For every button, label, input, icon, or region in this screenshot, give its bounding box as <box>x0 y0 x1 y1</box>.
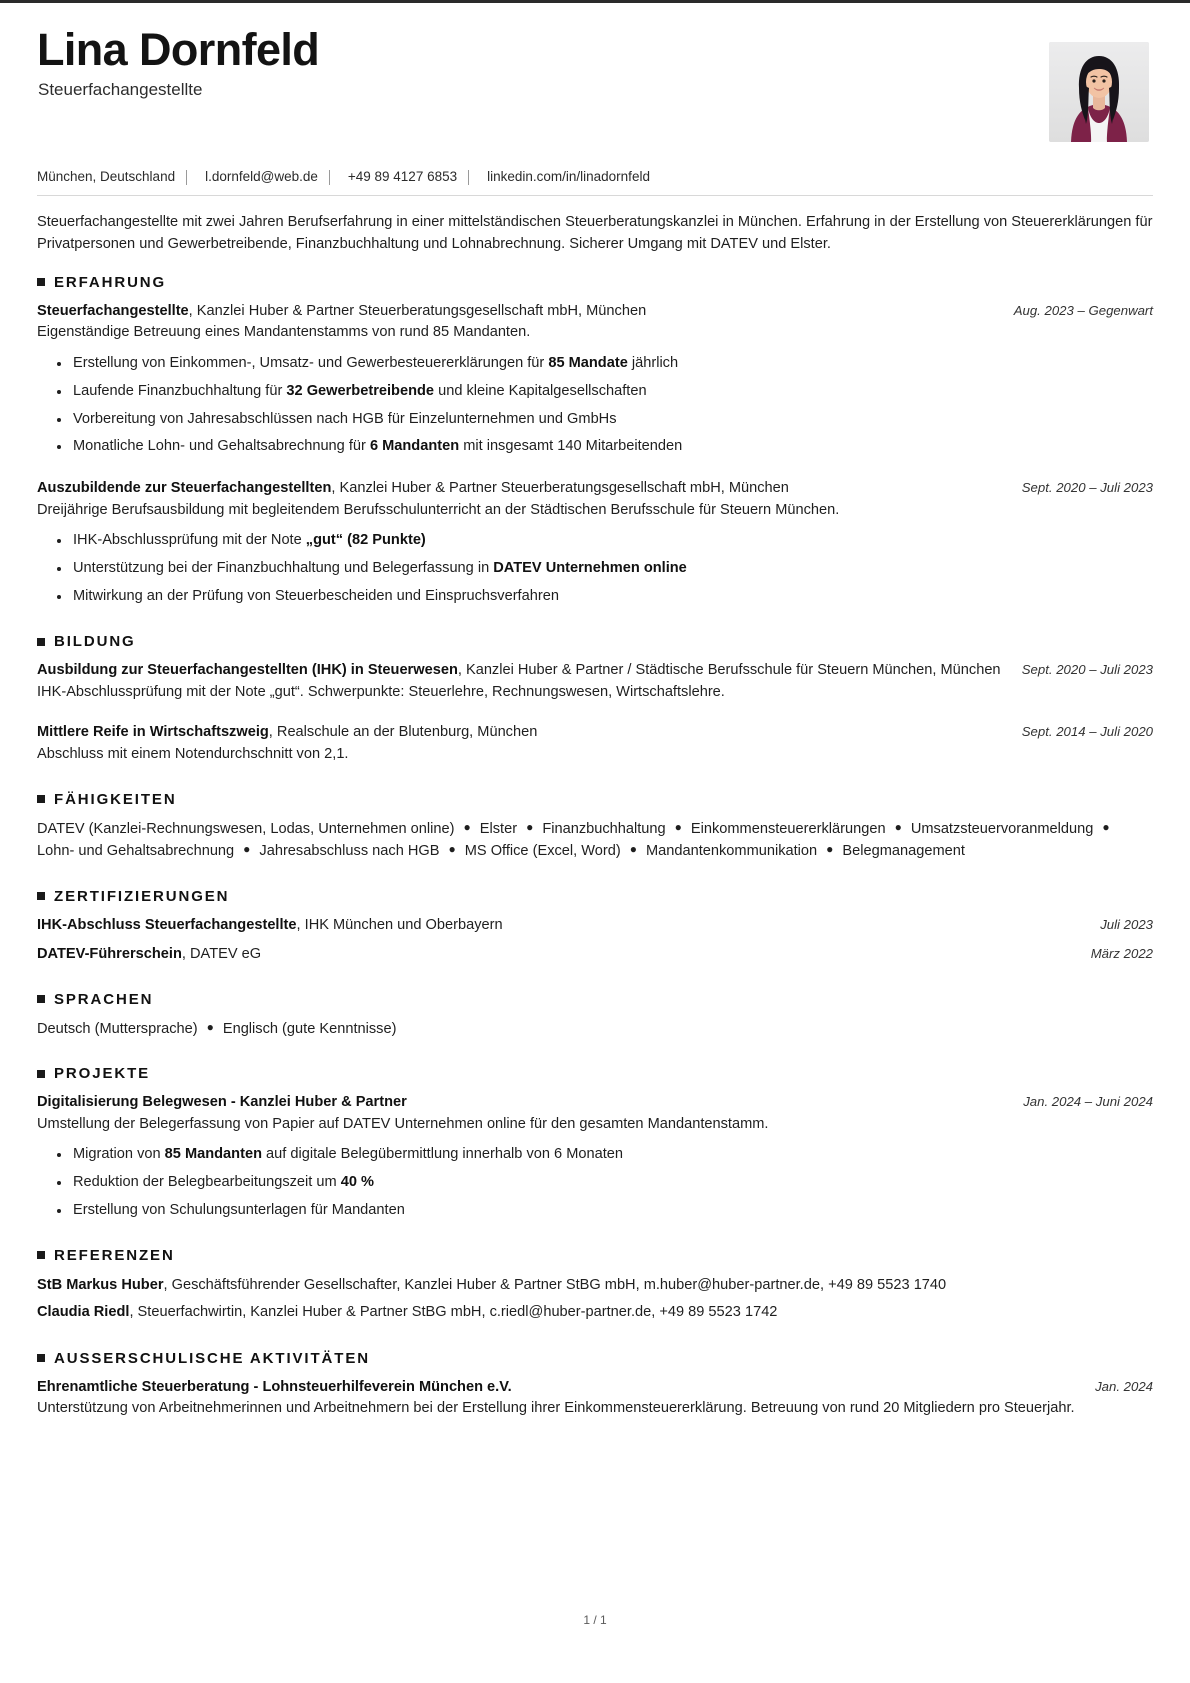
bullet-separator-icon: ● <box>243 842 251 857</box>
list-item <box>73 586 1153 608</box>
bullet-separator-icon: ● <box>526 819 534 834</box>
education-headline <box>37 660 1004 682</box>
section-references <box>37 1248 1153 1325</box>
contact-divider <box>186 170 187 185</box>
bullet-text-strong: 32 Gewerbetreibende <box>286 382 435 399</box>
square-bullet-icon <box>37 1070 45 1078</box>
certification-date: März 2022 <box>1090 945 1153 961</box>
bullet-text-pre: Migration von <box>73 1146 165 1163</box>
bullet-text-strong: DATEV Unternehmen online <box>493 560 687 577</box>
bullet-text-post: auf digitale Belegübermittlung innerhalb von 6 Monaten <box>261 1146 624 1163</box>
skill-item: Finanzbuchhaltung <box>542 820 666 837</box>
bullet-text-pre: Laufende Finanzbuchhaltung für <box>73 382 287 399</box>
skill-item: Jahresabschluss nach HGB <box>259 843 440 860</box>
section-projects <box>37 1066 1153 1222</box>
activity-date: Jan. 2024 <box>1095 1378 1153 1394</box>
list-item <box>73 530 1153 552</box>
bullet-text-strong: 40 % <box>340 1174 374 1191</box>
bullet-text-post: mit insgesamt 140 Mitarbeitenden <box>459 438 683 455</box>
education-degree: Ausbildung zur Steuerfachangestellten (IHK) in Steuerwesen <box>37 662 458 679</box>
section-header-skills <box>37 792 1153 807</box>
certification-name: DATEV-Führerschein <box>37 945 182 962</box>
experience-bullet-list <box>37 353 1153 459</box>
skill-item: Einkommensteuererklärungen <box>690 820 886 837</box>
experience-role: Steuerfachangestellte <box>37 302 189 319</box>
reference-details: , Geschäftsführender Gesellschafter, Kanzlei Huber & Partner StBG mbH, m.huber@huber-partner.de, +49 89 5523 1740 <box>163 1276 947 1293</box>
bullet-text-pre: Erstellung von Einkommen-, Umsatz- und Gewerbesteuererklärungen für <box>73 354 549 371</box>
experience-company: , Kanzlei Huber & Partner Steuerberatungsgesellschaft mbH, München <box>188 302 647 319</box>
section-title: ERFAHRUNG <box>54 273 167 291</box>
resume-header <box>37 26 1153 142</box>
education-date: Sept. 2014 – Juli 2020 <box>1021 724 1153 740</box>
section-title: AUSSERSCHULISCHE AKTIVITÄTEN <box>54 1349 370 1367</box>
experience-bullet-list <box>37 530 1153 608</box>
education-description: Abschluss mit einem Notendurchschnitt von 2,1. <box>37 745 349 762</box>
contact-location: München, Deutschland <box>37 169 176 184</box>
education-institution: , Kanzlei Huber & Partner / Städtische Berufsschule für Steuern München, München <box>457 662 1001 679</box>
bullet-text-pre: Unterstützung bei der Finanzbuchhaltung und Belegerfassung in <box>73 560 494 577</box>
certification-entry <box>37 944 1153 966</box>
education-degree: Mittlere Reife in Wirtschaftszweig <box>37 724 269 741</box>
bullet-text-pre: Mitwirkung an der Prüfung von Steuerbescheiden und Einspruchsverfahren <box>73 588 559 605</box>
section-title: PROJEKTE <box>54 1065 151 1083</box>
contact-linkedin[interactable]: linkedin.com/in/linadornfeld <box>487 169 650 184</box>
bullet-text-pre: IHK-Abschlussprüfung mit der Note <box>73 532 306 549</box>
section-header-projects <box>37 1066 1153 1081</box>
experience-company: , Kanzlei Huber & Partner Steuerberatungsgesellschaft mbH, München <box>331 480 789 497</box>
certification-issuer: , DATEV eG <box>181 945 262 962</box>
section-title: BILDUNG <box>54 633 136 651</box>
bullet-text-post: jährlich <box>627 354 679 371</box>
education-date: Sept. 2020 – Juli 2023 <box>1021 662 1153 678</box>
skills-list <box>37 818 1153 863</box>
professional-headline: Steuerfachangestellte <box>38 79 203 99</box>
reference-entry <box>37 1301 1153 1324</box>
experience-date: Aug. 2023 – Gegenwart <box>1013 302 1153 318</box>
bullet-text-pre: Erstellung von Schulungsunterlagen für Mandanten <box>73 1202 405 1219</box>
section-education <box>37 634 1153 765</box>
section-title: FÄHIGKEITEN <box>54 790 177 808</box>
bullet-separator-icon: ● <box>629 842 637 857</box>
contact-divider <box>468 170 469 185</box>
list-item <box>73 558 1153 580</box>
project-description: Umstellung der Belegerfassung von Papier auf DATEV Unternehmen online für den gesamten Mandantenstamm. <box>37 1115 769 1132</box>
section-experience <box>37 275 1153 609</box>
list-item <box>73 1200 1153 1222</box>
languages-list <box>37 1018 1153 1041</box>
skill-item: Elster <box>479 820 518 837</box>
page-top-rule <box>0 0 1190 10</box>
skill-item: Lohn- und Gehaltsabrechnung <box>37 843 235 860</box>
bullet-text-strong: „gut“ (82 Punkte) <box>305 532 426 549</box>
education-description: IHK-Abschlussprüfung mit der Note „gut“. Schwerpunkte: Steuerlehre, Rechnungswesen, Wirtschaftslehre. <box>37 683 725 700</box>
bullet-text-strong: 85 Mandate <box>548 354 628 371</box>
section-header-certifications <box>37 889 1153 904</box>
project-bullet-list <box>37 1144 1153 1222</box>
experience-date: Sept. 2020 – Juli 2023 <box>1021 480 1153 496</box>
contact-phone[interactable]: +49 89 4127 6853 <box>347 169 458 184</box>
activity-description: Unterstützung von Arbeitnehmerinnen und Arbeitnehmern bei der Erstellung ihrer Einkommensteuererklärung. Betreuung von rund 20 Mitgliedern pro Steuerjahr. <box>37 1400 1075 1417</box>
experience-description: Eigenständige Betreuung eines Mandantenstamms von rund 85 Mandanten. <box>37 324 531 341</box>
section-header-experience <box>37 275 1153 290</box>
project-date: Jan. 2024 – Juni 2024 <box>1023 1094 1153 1110</box>
certification-entry <box>37 915 1153 937</box>
section-title: REFERENZEN <box>54 1246 175 1264</box>
skill-item: DATEV (Kanzlei-Rechnungswesen, Lodas, Unternehmen online) <box>37 820 455 837</box>
section-skills <box>37 792 1153 863</box>
skill-item: Belegmanagement <box>842 843 965 860</box>
skill-item: Umsatzsteuervoranmeldung <box>910 820 1094 837</box>
reference-details: , Steuerfachwirtin, Kanzlei Huber & Partner StBG mbH, c.riedl@huber-partner.de, +49 89 5523 1742 <box>129 1304 778 1321</box>
project-name: Digitalisierung Belegwesen - Kanzlei Huber & Partner <box>37 1094 407 1111</box>
project-entry <box>37 1092 1153 1222</box>
profile-photo-icon <box>1049 42 1149 142</box>
section-languages <box>37 992 1153 1041</box>
experience-entry <box>37 478 1153 608</box>
bullet-separator-icon: ● <box>448 842 456 857</box>
skill-item: Mandantenkommunikation <box>645 843 818 860</box>
section-certifications <box>37 889 1153 966</box>
experience-description: Dreijährige Berufsausbildung mit begleitendem Berufsschulunterricht an der Städtischen Berufsschule für Steuern München. <box>37 501 840 518</box>
certification-name: IHK-Abschluss Steuerfachangestellte <box>37 916 297 933</box>
certification-issuer: , IHK München und Oberbayern <box>296 916 503 933</box>
list-item <box>73 409 1153 431</box>
bullet-separator-icon: ● <box>206 1019 214 1034</box>
avatar <box>1049 42 1149 142</box>
page-footer <box>0 1613 1190 1627</box>
page-title: Lina Dornfeld <box>37 24 320 75</box>
contact-email[interactable]: l.dornfeld@web.de <box>205 169 318 184</box>
page-number: 1 / 1 <box>583 1613 607 1627</box>
section-activities <box>37 1351 1153 1420</box>
bullet-separator-icon: ● <box>463 819 471 834</box>
bullet-text-strong: 85 Mandanten <box>164 1146 262 1163</box>
square-bullet-icon <box>37 278 45 286</box>
bullet-text-pre: Monatliche Lohn- und Gehaltsabrechnung für <box>73 438 370 455</box>
contact-divider <box>329 170 330 185</box>
reference-entry <box>37 1274 1153 1297</box>
list-item <box>73 1144 1153 1166</box>
education-institution: , Realschule an der Blutenburg, München <box>268 724 538 741</box>
education-entry <box>37 722 1153 765</box>
list-item <box>73 1172 1153 1194</box>
list-item <box>73 353 1153 375</box>
section-header-references <box>37 1248 1153 1263</box>
list-item <box>73 381 1153 403</box>
reference-name: Claudia Riedl <box>37 1304 130 1321</box>
bullet-text-pre: Reduktion der Belegbearbeitungszeit um <box>73 1174 341 1191</box>
experience-role: Auszubildende zur Steuerfachangestellten <box>37 480 332 497</box>
experience-headline <box>37 478 1004 500</box>
education-entry <box>37 660 1153 703</box>
language-item: Deutsch (Muttersprache) <box>37 1020 198 1037</box>
contact-bar <box>37 169 1153 196</box>
square-bullet-icon <box>37 1354 45 1362</box>
certification-headline <box>37 915 503 937</box>
bullet-text-strong: 6 Mandanten <box>369 438 460 455</box>
square-bullet-icon <box>37 892 45 900</box>
header-text-block <box>37 26 1049 101</box>
skill-item: MS Office (Excel, Word) <box>464 843 621 860</box>
bullet-separator-icon: ● <box>1102 819 1110 834</box>
bullet-separator-icon: ● <box>674 819 682 834</box>
list-item <box>73 436 1153 458</box>
square-bullet-icon <box>37 1251 45 1259</box>
experience-headline <box>37 301 996 323</box>
experience-entry <box>37 301 1153 459</box>
project-headline <box>37 1092 1005 1114</box>
language-item: Englisch (gute Kenntnisse) <box>222 1020 397 1037</box>
section-header-activities <box>37 1351 1153 1366</box>
section-header-education <box>37 634 1153 649</box>
certification-date: Juli 2023 <box>1100 916 1153 932</box>
activity-name: Ehrenamtliche Steuerberatung - Lohnsteuerhilfeverein München e.V. <box>37 1378 512 1395</box>
section-title: SPRACHEN <box>54 990 154 1008</box>
activity-headline <box>37 1377 1077 1399</box>
section-header-languages <box>37 992 1153 1007</box>
bullet-text-pre: Vorbereitung von Jahresabschlüssen nach HGB für Einzelunternehmen und GmbHs <box>73 410 617 427</box>
certification-headline <box>37 944 261 966</box>
education-headline <box>37 722 1004 744</box>
square-bullet-icon <box>37 795 45 803</box>
square-bullet-icon <box>37 638 45 646</box>
bullet-separator-icon: ● <box>894 819 902 834</box>
section-title: ZERTIFIZIERUNGEN <box>54 887 230 905</box>
reference-name: StB Markus Huber <box>37 1276 164 1293</box>
activity-entry <box>37 1377 1153 1420</box>
bullet-text-post: und kleine Kapitalgesellschaften <box>434 382 647 399</box>
professional-summary: Steuerfachangestellte mit zwei Jahren Berufserfahrung in einer mittelständischen Steuerberatungskanzlei in München. Erfahrung in der Erstellung von Steuererklärungen für Privatpersonen und Gewerbetreibende, Finanzbuchhaltung und Lohnabrechnung. Sicherer Umgang mit DATEV und Elster. <box>37 214 1153 253</box>
bullet-separator-icon: ● <box>826 842 834 857</box>
square-bullet-icon <box>37 995 45 1003</box>
